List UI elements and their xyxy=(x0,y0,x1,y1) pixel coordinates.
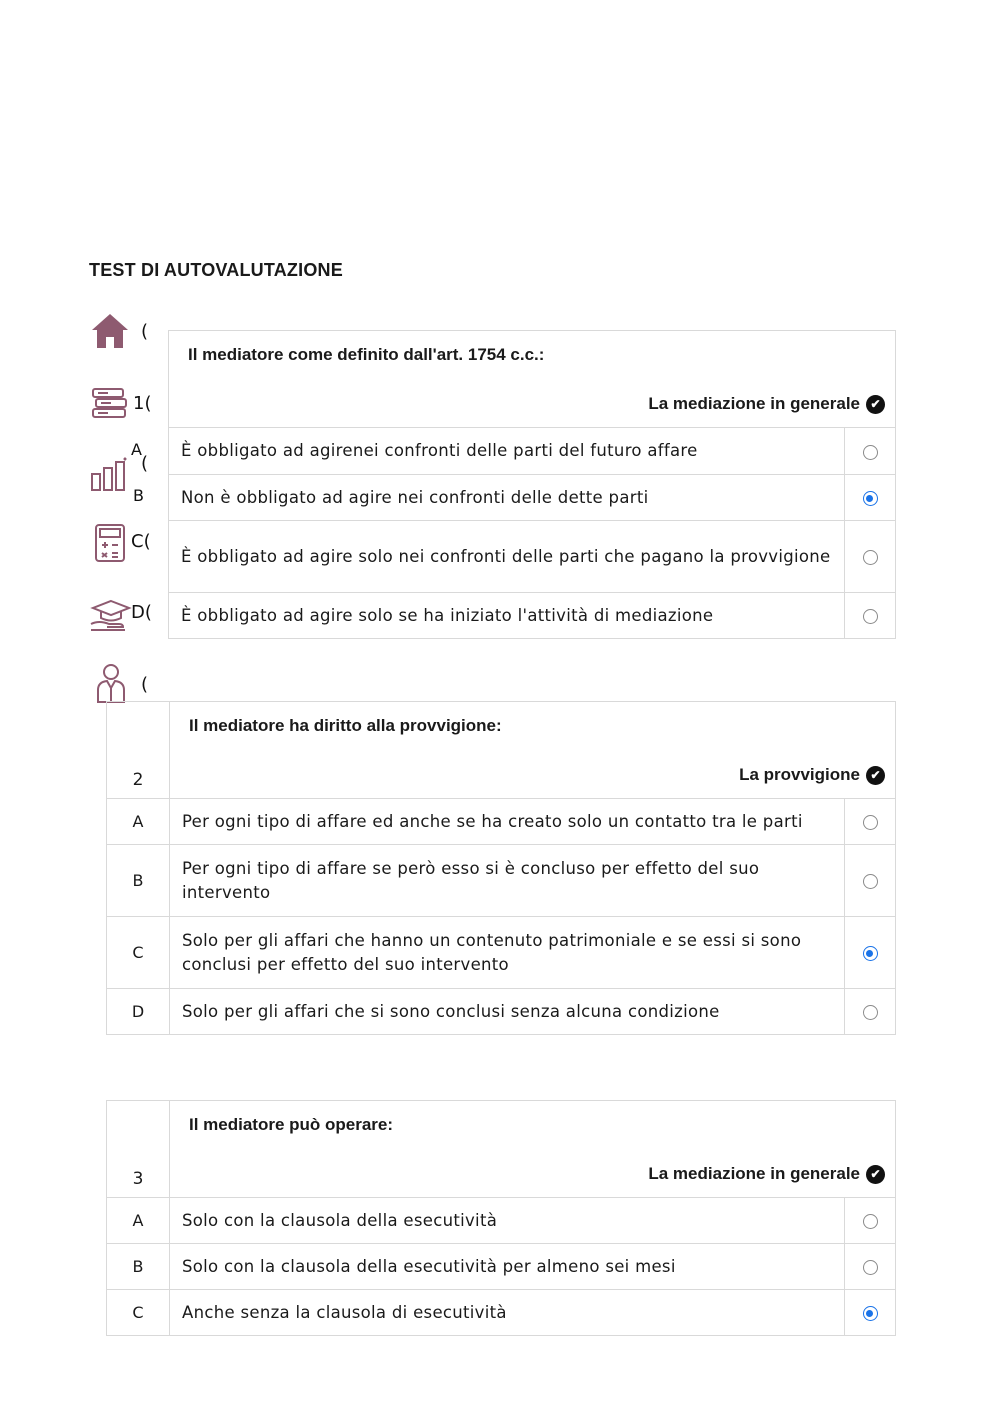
answer-radio-cell[interactable] xyxy=(845,428,896,475)
question-header xyxy=(170,702,896,799)
answer-radio-cell[interactable] xyxy=(845,799,896,845)
answer-radio-cell[interactable] xyxy=(845,521,896,593)
check-circle-icon: ✔ xyxy=(866,1165,885,1184)
question-header xyxy=(170,1101,896,1198)
answer-radio-cell[interactable] xyxy=(845,1290,896,1336)
answer-radio[interactable] xyxy=(863,1214,878,1229)
page-title: TEST DI AUTOVALUTAZIONE xyxy=(89,260,343,280)
question-text: Il mediatore può operare: xyxy=(189,1115,394,1134)
answer-text: Anche senza la clausola di esecutività xyxy=(170,1290,845,1336)
answer-radio[interactable] xyxy=(863,1260,878,1275)
question-card xyxy=(168,330,896,639)
answer-radio[interactable] xyxy=(863,946,878,961)
answer-text: È obbligato ad agire solo nei confronti delle parti che pagano la provvigione xyxy=(169,521,845,593)
answer-radio-cell[interactable] xyxy=(845,845,896,917)
answer-text: È obbligato ad agire solo se ha iniziato l'attività di mediazione xyxy=(169,593,845,639)
answer-radio[interactable] xyxy=(863,491,878,506)
question-text: Il mediatore come definito dall'art. 1754 c.c.: xyxy=(188,345,545,364)
user-icon[interactable] xyxy=(95,662,127,704)
sidebar-glyph: C( xyxy=(131,531,151,552)
sidebar-glyph: D( xyxy=(131,602,152,623)
answer-text: Solo con la clausola della esecutività per almeno sei mesi xyxy=(170,1244,845,1290)
answer-letter: D xyxy=(107,989,170,1035)
answer-text: È obbligato ad agirenei confronti delle parti del futuro affare xyxy=(169,428,845,475)
answer-radio[interactable] xyxy=(863,874,878,889)
answer-text: Solo con la clausola della esecutività xyxy=(170,1198,845,1244)
topic-text: La mediazione in generale xyxy=(648,1164,860,1183)
books-icon[interactable] xyxy=(90,386,130,420)
answer-radio-cell[interactable] xyxy=(845,593,896,639)
question-card xyxy=(106,1100,896,1336)
hand-graduation-icon[interactable] xyxy=(89,598,133,632)
answer-letter: B xyxy=(133,486,144,505)
answer-radio[interactable] xyxy=(863,550,878,565)
answer-radio[interactable] xyxy=(863,1306,878,1321)
answer-radio-cell[interactable] xyxy=(845,475,896,521)
answer-text: Solo per gli affari che si sono conclusi senza alcuna condizione xyxy=(170,989,845,1035)
answer-letter: B xyxy=(107,1244,170,1290)
answer-radio-cell[interactable] xyxy=(845,989,896,1035)
topic-label xyxy=(648,1164,885,1184)
question-header xyxy=(169,331,896,428)
home-icon[interactable] xyxy=(90,312,130,350)
answer-letter: A xyxy=(107,1198,170,1244)
answer-letter: A xyxy=(131,440,142,459)
question-number: 2 xyxy=(107,702,170,799)
answer-radio[interactable] xyxy=(863,1005,878,1020)
topic-text: La mediazione in generale xyxy=(648,394,860,413)
answer-text: Per ogni tipo di affare se però esso si è concluso per effetto del suo intervento xyxy=(170,845,845,917)
sidebar-glyph: ( xyxy=(141,453,149,474)
sidebar-glyph: 1( xyxy=(133,393,152,414)
answer-text: Per ogni tipo di affare ed anche se ha creato solo un contatto tra le parti xyxy=(170,799,845,845)
topic-text: La provvigione xyxy=(739,765,860,784)
answer-radio[interactable] xyxy=(863,815,878,830)
answer-letter: C xyxy=(107,1290,170,1336)
answer-text: Solo per gli affari che hanno un contenuto patrimoniale e se essi si sono conclusi per effetto del suo intervento xyxy=(170,917,845,989)
answer-radio[interactable] xyxy=(863,609,878,624)
question-number: 3 xyxy=(107,1101,170,1198)
sidebar-glyph: ( xyxy=(141,674,149,695)
sidebar-glyph: ( xyxy=(141,321,149,342)
answer-letter: A xyxy=(107,799,170,845)
topic-label xyxy=(648,394,885,414)
topic-label xyxy=(739,765,885,785)
answer-letter: B xyxy=(107,845,170,917)
answer-radio-cell[interactable] xyxy=(845,1244,896,1290)
answer-text: Non è obbligato ad agire nei confronti delle dette parti xyxy=(169,475,845,521)
calculator-icon[interactable] xyxy=(94,523,126,563)
answer-radio-cell[interactable] xyxy=(845,917,896,989)
question-card xyxy=(106,701,896,1035)
answer-radio-cell[interactable] xyxy=(845,1198,896,1244)
check-circle-icon: ✔ xyxy=(866,395,885,414)
chart-icon[interactable] xyxy=(90,456,132,492)
answer-radio[interactable] xyxy=(863,445,878,460)
answer-letter: C xyxy=(107,917,170,989)
check-circle-icon: ✔ xyxy=(866,766,885,785)
question-text: Il mediatore ha diritto alla provvigione: xyxy=(189,716,502,735)
